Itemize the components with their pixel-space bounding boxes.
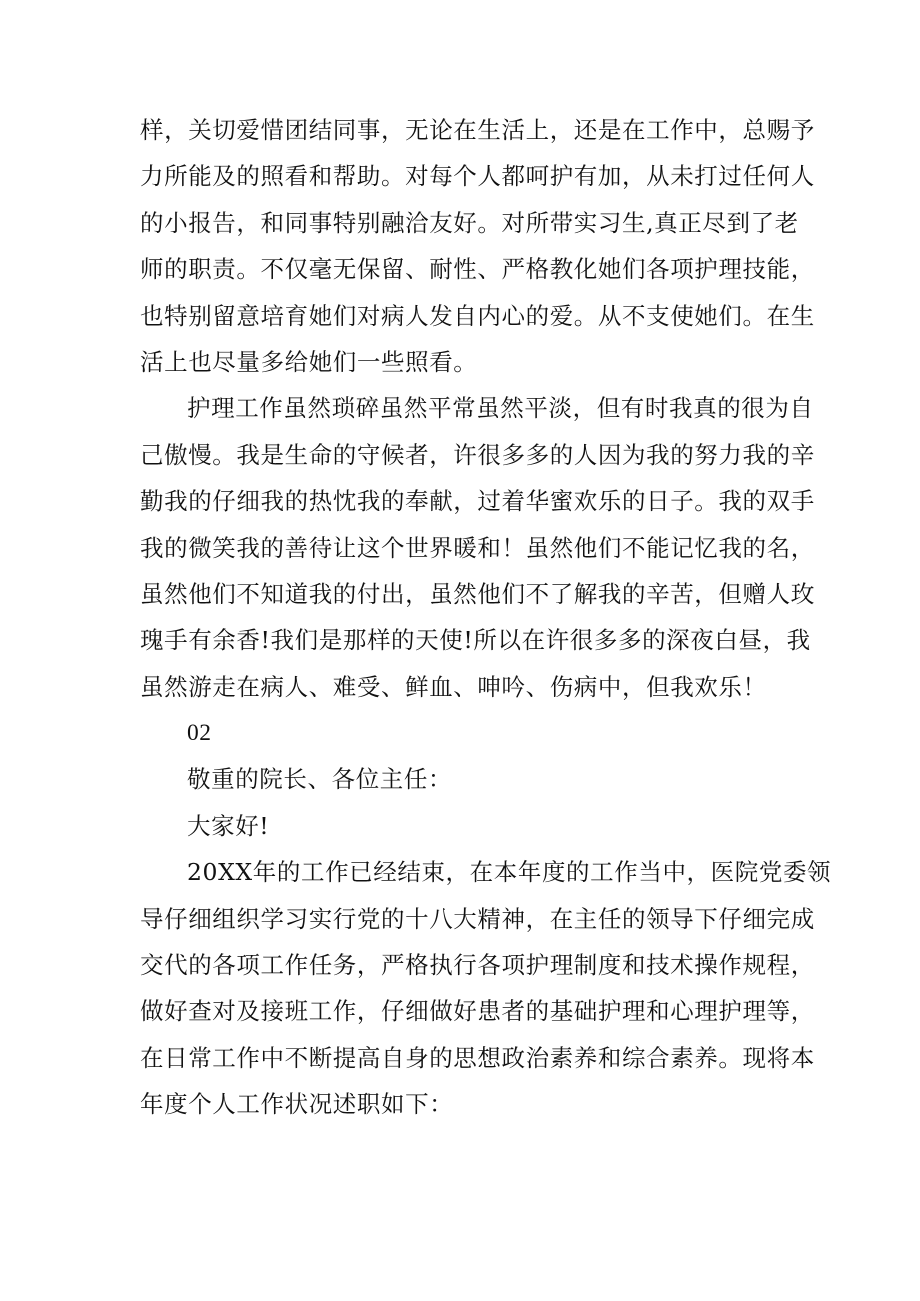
text-line: 交代的各项工作任务，严格执行各项护理制度和技术操作规程，	[140, 951, 815, 980]
text-line: 勤我的仔细我的热忱我的奉献，过着华蜜欢乐的日子。我的双手	[140, 487, 815, 516]
text-line: 我的微笑我的善待让这个世界暖和！虽然他们不能记忆我的名，	[140, 533, 815, 562]
section-number: 02	[187, 720, 212, 747]
text-line: 样，关切爱惜团结同事，无论在生活上，还是在工作中，总赐予	[140, 116, 815, 144]
greeting: 大家好!	[187, 811, 270, 840]
salutation: 敬重的院长、各位主任：	[187, 765, 453, 794]
text-line: 也特别留意培育她们对病人发自内心的爱。从不支使她们。在生	[140, 301, 815, 330]
paragraph-start-line: 20XX年的工作已经结束，在本年度的工作当中，医院党委领	[187, 858, 832, 887]
document-page	[140, 107, 832, 1128]
text-line: 瑰手有余香!我们是那样的天使!所以在许很多多的深夜白昼，我	[140, 626, 811, 655]
text-line: 力所能及的照看和帮助。对每个人都呵护有加，从未打过任何人	[140, 162, 815, 191]
text-line: 导仔细组织学习实行党的十八大精神，在主任的领导下仔细完成	[140, 904, 815, 933]
text-line: 活上也尽量多给她们一些照看。	[140, 347, 478, 376]
text-line: 己傲慢。我是生命的守候者，许很多多的人因为我的努力我的辛	[140, 440, 815, 469]
text-line: 的小报告，和同事特别融洽友好。对所带实习生,真正尽到了老	[140, 208, 799, 237]
text-line: 师的职责。不仅毫无保留、耐性、严格教化她们各项护理技能，	[140, 255, 815, 284]
text-line: 年度个人工作状况述职如下：	[140, 1090, 454, 1119]
text-line: 在日常工作中不断提高自身的思想政治素养和综合素养。现将本	[140, 1043, 815, 1072]
paragraph-start-line: 护理工作虽然琐碎虽然平常虽然平淡，但有时我真的很为自	[187, 394, 814, 423]
text-line: 做好查对及接班工作，仔细做好患者的基础护理和心理护理等，	[140, 997, 815, 1026]
text-line: 虽然他们不知道我的付出，虽然他们不了解我的辛苦，但赠人玫	[140, 579, 815, 608]
text-line: 虽然游走在病人、难受、鲜血、呻吟、伤病中，但我欢乐！	[140, 672, 767, 701]
